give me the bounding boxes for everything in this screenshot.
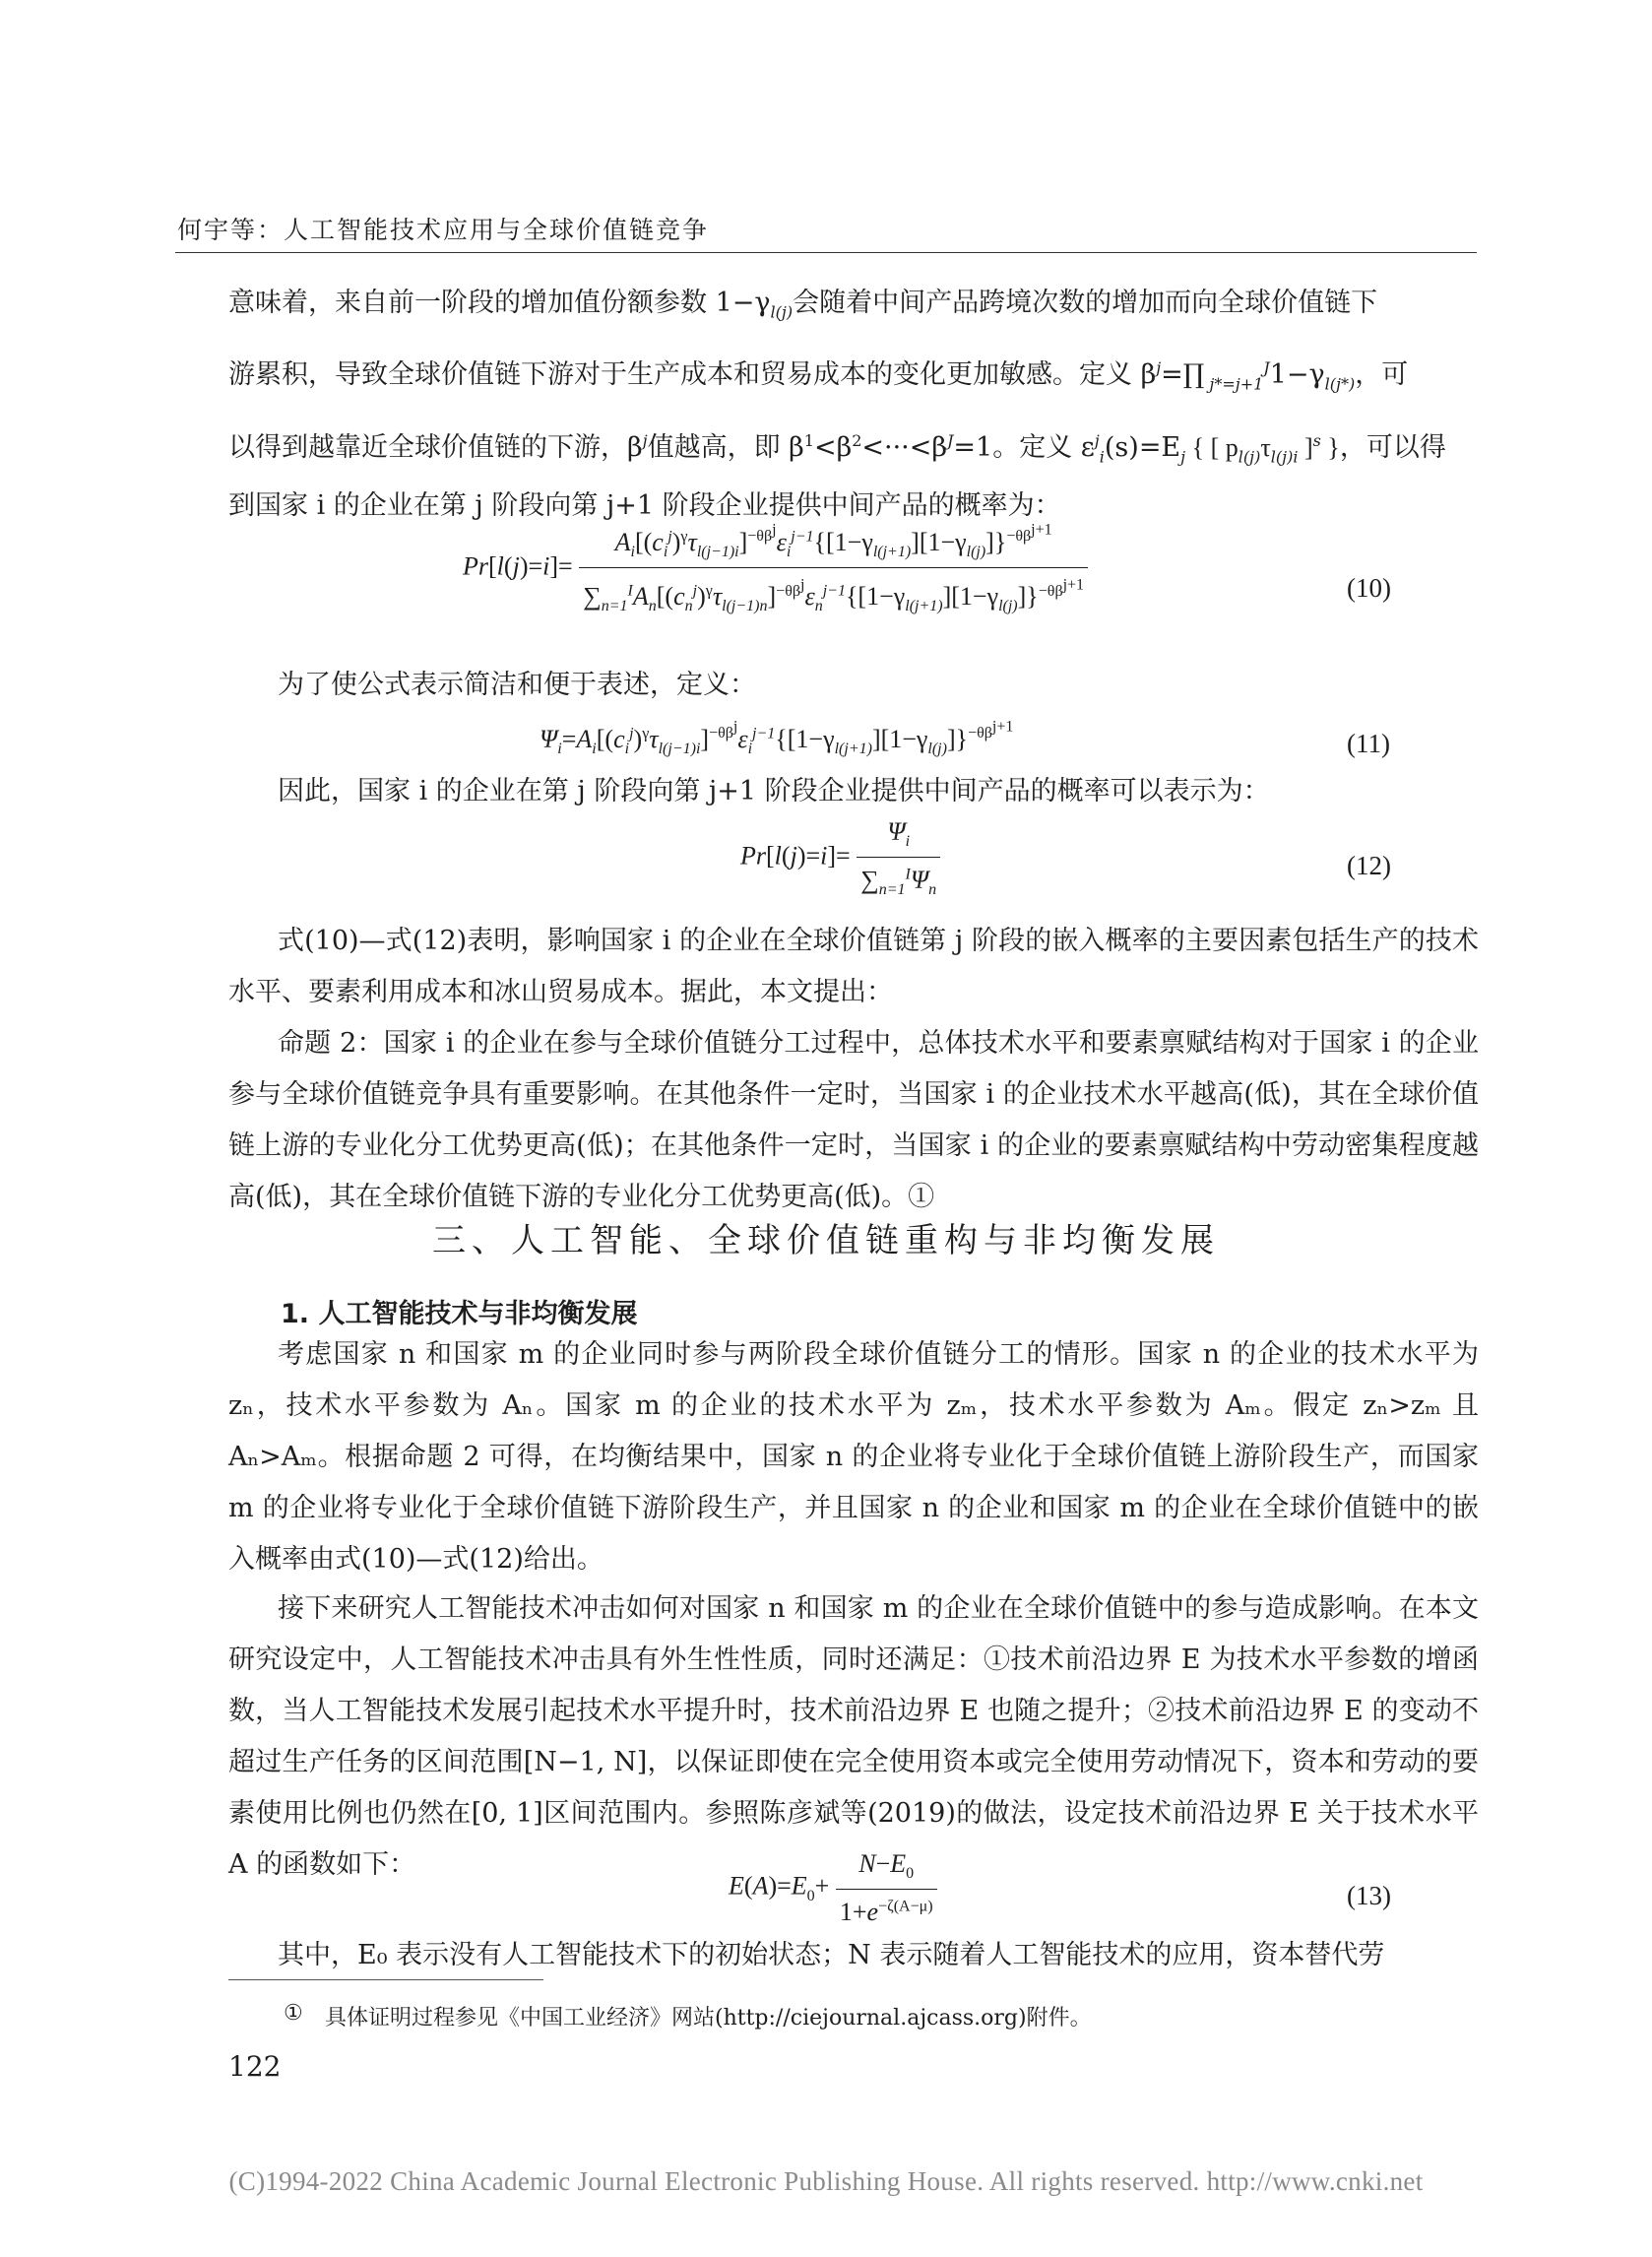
equation-number: (10)	[1347, 573, 1391, 603]
running-header: 何宇等：人工智能技术应用与全球价值链竞争	[177, 216, 710, 244]
subsection-title: 1. 人工智能技术与非均衡发展	[281, 1299, 638, 1329]
footnote-rule	[228, 1979, 543, 1980]
footnote-mark: ①	[284, 2001, 303, 2026]
paragraph: 式(10)—式(12)表明，影响国家 i 的企业在全球价值链第 j 阶段的嵌入概率的主要因素包括生产的技术水平、要素利用成本和冰山贸易成本。据此，本文提出：	[228, 926, 1479, 1007]
paragraph: 考虑国家 n 和国家 m 的企业同时参与两阶段全球价值链分工的情形。国家 n 的企业的技术水平为 zₙ，技术水平参数为 Aₙ。国家 m 的企业的技术水平为 zₘ，技术水平参数为 Aₘ。假定 zₙ>zₘ 且 Aₙ>Aₘ。根据命题 2 可得，在均衡结果中，国家 n 的企业将专业化于全球价值链上游阶段生产，而国家 m 的企业将专业化于全球价值链下游阶段生产，并且国家 n 的企业和国家 m 的企业在全球价值链中的嵌入概率由式(10)—式(12)给出。	[228, 1339, 1479, 1575]
text-line: 到国家 i 的企业在第 j 阶段向第 j+1 阶段企业提供中间产品的概率为：	[228, 490, 1061, 521]
footnote: 具体证明过程参见《中国工业经济》网站(http://ciejournal.ajcass.org)附件。	[325, 2006, 1092, 2031]
equation-number: (11)	[1347, 729, 1390, 758]
copyright-notice: (C)1994-2022 China Academic Journal Electronic Publishing House. All rights reserved. http://www.cnki.net	[228, 2166, 1424, 2196]
text-line: 意味着，来自前一阶段的增加值份额参数 $1-\gamma_{l(j)}$会随着中间产品跨境次数的增加而向全球价值链下	[228, 288, 1378, 322]
text-line: 其中，E₀ 表示没有人工智能技术下的初始状态；N 表示随着人工智能技术的应用，资本替代劳	[278, 1940, 1385, 1970]
page-number: 122	[228, 2050, 282, 2083]
equation-12: Pr[l(j)=i]= $\frac{\Psi_i}{\sum_{n=1}^I\Psi_n}$	[740, 817, 940, 899]
text-line: 游累积，导致全球价值链下游对于生产成本和贸易成本的变化更加敏感。定义 $\beta^j=\prod$ $_{j*=j+1}^J1-\gamma_{l(j*)}$，可	[228, 358, 1409, 394]
equation-number: (12)	[1347, 851, 1391, 880]
equation-number: (13)	[1347, 1881, 1391, 1910]
section-title: 三、人工智能、全球价值链重构与非均衡发展	[432, 1221, 1220, 1260]
text-line: 以得到越靠近全球价值链的下游，$\beta^j$值越高，即 $\beta^1<\beta^2<\cdot\cdot\cdot<\beta^J=1$。定义 $\varepsilon^j_i(s)=E_j$ { [ $p_{l(j)}\tau_{l(j)i}$ ]$^s$ }，可以得	[228, 431, 1446, 467]
equation-13: $E(A)=E_0+$ $\frac{N-E_0}{1+e^{-\zeta(A-\mu)}}$	[729, 1849, 937, 1927]
equation-11: $\Psi_i=A_i[(c_i^j)^\gamma\tau_{l(j-1)i}]^{-\theta\beta^j}\varepsilon_i^{j-1}\{[1-\gamma_{l(j+1)}][1-\gamma_{l(j)}]\}^{-\theta\beta^{j+1}}$	[540, 719, 1014, 758]
text-line: 因此，国家 i 的企业在第 j 阶段向第 j+1 阶段企业提供中间产品的概率可以表示为：	[278, 776, 1270, 806]
header-rule	[175, 252, 1477, 253]
paragraph: 命题 2：国家 i 的企业在参与全球价值链分工过程中，总体技术水平和要素禀赋结构对于国家 i 的企业参与全球价值链竞争具有重要影响。在其他条件一定时，当国家 i 的企业技术水平越高(低)，其在全球价值链上游的专业化分工优势更高(低)；在其他条件一定时，当国家 i 的企业的要素禀赋结构中劳动密集程度越高(低)，其在全球价值链下游的专业化分工优势更高(低)。①	[228, 1028, 1479, 1212]
text-line: 为了使公式表示简洁和便于表述，定义：	[278, 670, 756, 700]
equation-10: Pr[l(j)=i]= $\frac{A_i[(c_i^j)^\gamma\tau_{l(j-1)i}]^{-\theta\beta^j}\varepsilon_i^{j-1}\{[1-\gamma_{l(j+1)}][1-\gamma_{l(j)}]\}^{-\theta\beta^{j+1}}}{\sum_{n=1}^IA_n[(c_n^j)^\gamma\tau_{l(j-1)n}]^{-\theta\beta^j}\varepsilon_n^{j-1}\{[1-\gamma_{l(j+1)}][1-\gamma_{l(j)}]\}^{-\theta\beta^{j+1}}}$	[463, 522, 1088, 615]
paragraph: 接下来研究人工智能技术冲击如何对国家 n 和国家 m 的企业在全球价值链中的参与造成影响。在本文研究设定中，人工智能技术冲击具有外生性性质，同时还满足：①技术前沿边界 E 为技术水平参数的增函数，当人工智能技术发展引起技术水平提升时，技术前沿边界 E 也随之提升；②技术前沿边界 E 的变动不超过生产任务的区间范围[N−1, N]，以保证即使在完全使用资本或完全使用劳动情况下，资本和劳动的要素使用比例也仍然在[0, 1]区间范围内。参照陈彦斌等(2019)的做法，设定技术前沿边界 E 关于技术水平 A 的函数如下：	[228, 1593, 1479, 1880]
